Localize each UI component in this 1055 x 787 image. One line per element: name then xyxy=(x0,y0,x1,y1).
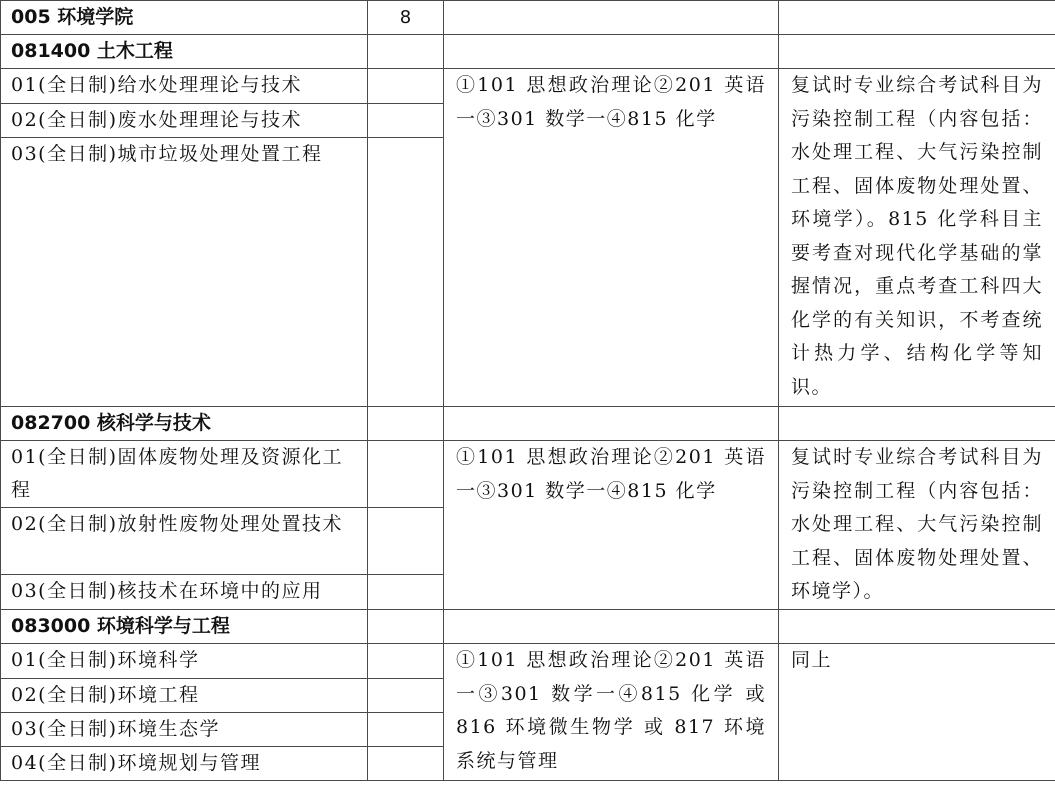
remarks: 复试时专业综合考试科目为污染控制工程（内容包括：水处理工程、大气污染控制工程、固体废物处理处置、环境学）。 xyxy=(779,441,1055,610)
college-row xyxy=(1,1,1055,35)
empty-cell xyxy=(368,35,444,69)
direction-row xyxy=(1,644,1055,679)
direction-name: 04(全日制)环境规划与管理 xyxy=(1,747,368,781)
direction-name: 01(全日制)给水处理理论与技术 xyxy=(1,69,368,104)
direction-name: 03(全日制)环境生态学 xyxy=(1,713,368,747)
direction-row xyxy=(1,69,1055,104)
direction-name: 03(全日制)核技术在环境中的应用 xyxy=(1,575,368,610)
direction-name: 03(全日制)城市垃圾处理处置工程 xyxy=(1,138,368,407)
empty-cell xyxy=(368,713,444,747)
empty-cell xyxy=(368,679,444,713)
empty-cell xyxy=(779,35,1055,69)
major-row xyxy=(1,610,1055,644)
major-title: 081400 土木工程 xyxy=(1,35,368,69)
empty-cell xyxy=(368,104,444,138)
direction-name: 01(全日制)固体废物处理及资源化工程 xyxy=(1,441,368,508)
exam-subjects: ①101 思想政治理论②201 英语一③301 数学一④815 化学 xyxy=(444,441,779,610)
empty-cell xyxy=(779,407,1055,441)
remarks: 同上 xyxy=(779,644,1055,781)
empty-cell xyxy=(368,508,444,575)
empty-cell xyxy=(368,644,444,679)
direction-row xyxy=(1,441,1055,508)
direction-name: 01(全日制)环境科学 xyxy=(1,644,368,679)
empty-cell xyxy=(368,747,444,781)
empty-cell xyxy=(368,407,444,441)
empty-cell xyxy=(444,35,779,69)
empty-cell xyxy=(444,610,779,644)
major-row xyxy=(1,407,1055,441)
empty-cell xyxy=(779,610,1055,644)
empty-cell xyxy=(444,407,779,441)
empty-cell xyxy=(368,441,444,508)
empty-cell xyxy=(368,69,444,104)
college-name: 005 环境学院 xyxy=(1,1,368,35)
direction-name: 02(全日制)废水处理理论与技术 xyxy=(1,104,368,138)
direction-name: 02(全日制)放射性废物处理处置技术 xyxy=(1,508,368,575)
direction-name: 02(全日制)环境工程 xyxy=(1,679,368,713)
remarks: 复试时专业综合考试科目为污染控制工程（内容包括：水处理工程、大气污染控制工程、固体废物处理处置、环境学）。815 化学科目主要考查对现代化学基础的掌握情况，重点考查工科四大化学的有关知识，不考查统计热力学、结构化学等知识。 xyxy=(779,69,1055,407)
major-row xyxy=(1,35,1055,69)
major-title: 082700 核科学与技术 xyxy=(1,407,368,441)
exam-subjects: ①101 思想政治理论②201 英语一③301 数学一④815 化学 xyxy=(444,69,779,407)
enrollment-count: 8 xyxy=(368,1,444,35)
empty-cell xyxy=(444,1,779,35)
empty-cell xyxy=(368,610,444,644)
major-title: 083000 环境科学与工程 xyxy=(1,610,368,644)
exam-subjects: ①101 思想政治理论②201 英语一③301 数学一④815 化学 或 816 环境微生物学 或 817 环境系统与管理 xyxy=(444,644,779,781)
empty-cell xyxy=(368,138,444,407)
empty-cell xyxy=(779,1,1055,35)
empty-cell xyxy=(368,575,444,610)
